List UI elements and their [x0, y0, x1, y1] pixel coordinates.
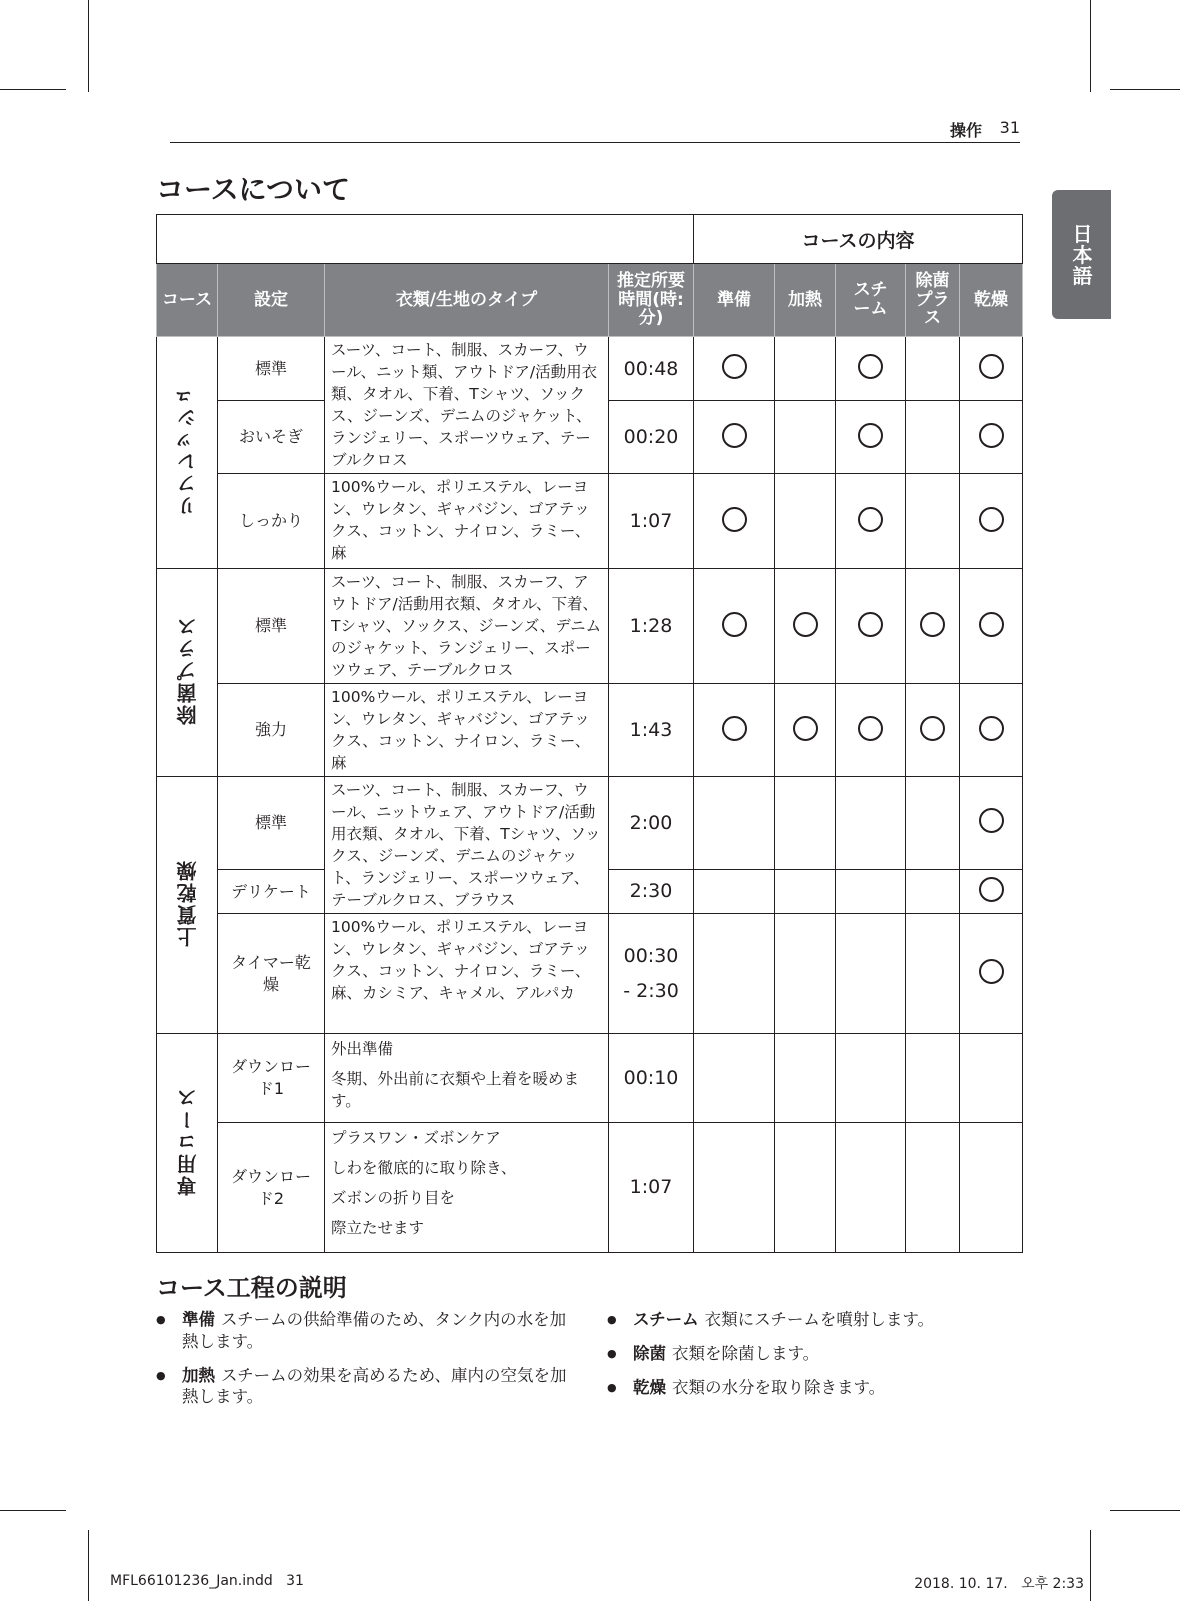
time-cell: 00:10 — [609, 1034, 694, 1123]
description-line: しわを徹底的に取り除き、 — [331, 1159, 517, 1177]
explanation-list-right — [607, 1309, 1027, 1410]
prep-cell — [694, 914, 775, 1034]
col-header-heat: 加熱 — [775, 264, 836, 337]
header-section: 操作 — [949, 121, 982, 140]
circle-mark — [979, 507, 1004, 532]
circle-mark — [979, 877, 1004, 902]
steam-cell — [836, 1034, 906, 1123]
circle-mark — [979, 716, 1004, 741]
description-line: 際立たせます — [331, 1219, 425, 1237]
table-row — [157, 684, 1023, 777]
term-description: スチームの供給準備のため、タンク内の水を加熱します。 — [182, 1310, 567, 1351]
circle-mark — [858, 423, 883, 448]
sanitize-cell — [906, 401, 960, 474]
heat-cell — [775, 401, 836, 474]
dry-cell — [960, 569, 1023, 684]
sanitize-cell — [906, 474, 960, 569]
steam-cell — [836, 337, 906, 401]
time-from: 00:30 — [623, 945, 679, 968]
circle-mark — [722, 716, 747, 741]
time-cell: 2:00 — [609, 777, 694, 870]
steam-cell — [836, 869, 906, 913]
setting-cell: デリケート — [218, 869, 325, 913]
steam-cell — [836, 914, 906, 1034]
heat-cell — [775, 1123, 836, 1253]
description-cell — [325, 1123, 609, 1253]
list-item — [156, 1365, 576, 1409]
setting-cell: 強力 — [218, 684, 325, 777]
circle-mark — [979, 354, 1004, 379]
heat-cell — [775, 869, 836, 913]
term-label: 加熱 — [182, 1365, 215, 1385]
circle-mark — [920, 612, 945, 637]
setting-cell: 標準 — [218, 569, 325, 684]
col-header-fabric: 衣類/生地のタイプ — [325, 264, 609, 337]
circle-mark — [722, 507, 747, 532]
time-to: - 2:30 — [623, 979, 679, 1002]
circle-mark — [920, 716, 945, 741]
time-cell — [609, 914, 694, 1034]
dry-cell — [960, 337, 1023, 401]
crop-mark — [88, 0, 89, 92]
table-row — [157, 1123, 1023, 1253]
course-name-refresh: リフレッシュ — [157, 337, 218, 569]
explanation-list-left — [156, 1309, 576, 1420]
table-row — [157, 474, 1023, 569]
language-tab-label: 日本語 — [1069, 223, 1093, 286]
course-name-sanitize-plus: 除菌プラス — [157, 569, 218, 777]
list-item — [607, 1343, 1027, 1365]
circle-mark — [979, 612, 1004, 637]
heat-cell — [775, 777, 836, 870]
circle-mark — [793, 612, 818, 637]
prep-cell — [694, 777, 775, 870]
fabric-cell: スーツ、コート、制服、スカーフ、ウール、ニットウェア、アウトドア/活動用衣類、タオル、下着、Tシャツ、ソックス、ジーンズ、デニムのジャケット、ランジェリー、スポーツウェア、テーブルクロス、ブラウス — [325, 777, 609, 914]
course-name-premium-dry: 上質乾燥 — [157, 777, 218, 1034]
explanation-title: コース工程の説明 — [156, 1274, 347, 1302]
col-header-steam: スチーム — [836, 264, 906, 337]
circle-mark — [979, 808, 1004, 833]
prep-cell — [694, 869, 775, 913]
col-header-prep: 準備 — [694, 264, 775, 337]
term-description: 衣類の水分を取り除きます。 — [672, 1377, 886, 1397]
sanitize-cell — [906, 1034, 960, 1123]
time-cell: 00:48 — [609, 337, 694, 401]
term-label: 乾燥 — [633, 1377, 666, 1397]
fabric-cell: スーツ、コート、制服、スカーフ、ウール、ニット類、アウトドア/活動用衣類、タオル、下着、Tシャツ、ソックス、ジーンズ、デニムのジャケット、ランジェリー、スポーツウェア、テーブルクロス — [325, 337, 609, 474]
sanitize-cell — [906, 1123, 960, 1253]
fabric-cell: スーツ、コート、制服、スカーフ、アウトドア/活動用衣類、タオル、下着、Tシャツ、ソックス、ジーンズ、デニムのジャケット、ランジェリー、スポーツウェア、テーブルクロス — [325, 569, 609, 684]
steam-cell — [836, 401, 906, 474]
crop-mark — [0, 89, 66, 90]
dry-cell — [960, 777, 1023, 870]
footer-file-name: MFL66101236_Jan.indd 31 — [110, 1573, 304, 1589]
page-title: コースについて — [156, 173, 351, 206]
dry-cell — [960, 1123, 1023, 1253]
prep-cell — [694, 337, 775, 401]
crop-mark — [1090, 0, 1091, 92]
heat-cell — [775, 569, 836, 684]
description-line: プラスワン・ズボンケア — [331, 1129, 501, 1147]
setting-cell: タイマー乾燥 — [218, 914, 325, 1034]
circle-mark — [722, 423, 747, 448]
circle-mark — [722, 612, 747, 637]
list-item — [607, 1309, 1027, 1331]
course-table — [156, 214, 1023, 1253]
prep-cell — [694, 1123, 775, 1253]
time-cell: 2:30 — [609, 869, 694, 913]
setting-cell: おいそぎ — [218, 401, 325, 474]
description-line: ズボンの折り目を — [331, 1189, 456, 1207]
dry-cell — [960, 1034, 1023, 1123]
circle-mark — [858, 612, 883, 637]
sanitize-cell — [906, 684, 960, 777]
language-tab — [1052, 190, 1111, 319]
circle-mark — [858, 507, 883, 532]
term-description: 衣類にスチームを噴射します。 — [704, 1310, 935, 1329]
steam-cell — [836, 1123, 906, 1253]
heat-cell — [775, 474, 836, 569]
heat-cell — [775, 914, 836, 1034]
dry-cell — [960, 684, 1023, 777]
term-label: スチーム — [633, 1310, 699, 1329]
table-blank-header — [157, 215, 694, 264]
description-line: 外出準備 — [331, 1040, 394, 1058]
dry-cell — [960, 914, 1023, 1034]
circle-mark — [722, 354, 747, 379]
dry-cell — [960, 474, 1023, 569]
steam-cell — [836, 569, 906, 684]
list-item — [156, 1309, 576, 1353]
setting-cell: 標準 — [218, 777, 325, 870]
group-header: コースの内容 — [694, 215, 1023, 264]
col-header-dry: 乾燥 — [960, 264, 1023, 337]
table-row — [157, 569, 1023, 684]
fabric-cell: 100%ウール、ポリエステル、レーヨン、ウレタン、ギャバジン、ゴアテックス、コットン、ナイロン、ラミー、麻、カシミア、キャメル、アルパカ — [325, 914, 609, 1034]
col-header-setting: 設定 — [218, 264, 325, 337]
setting-cell: しっかり — [218, 474, 325, 569]
setting-cell: ダウンロード1 — [218, 1034, 325, 1123]
fabric-cell: 100%ウール、ポリエステル、レーヨン、ウレタン、ギャバジン、ゴアテックス、コットン、ナイロン、ラミー、麻 — [325, 684, 609, 777]
term-description: スチームの効果を高めるため、庫内の空気を加熱します。 — [182, 1365, 567, 1407]
setting-cell: ダウンロード2 — [218, 1123, 325, 1253]
footer-date: 2018. 10. 17. 오후 2:33 — [914, 1576, 1084, 1592]
circle-mark — [979, 959, 1004, 984]
time-cell: 1:43 — [609, 684, 694, 777]
prep-cell — [694, 401, 775, 474]
heat-cell — [775, 684, 836, 777]
heat-cell — [775, 1034, 836, 1123]
heat-cell — [775, 337, 836, 401]
col-header-course: コース — [157, 264, 218, 337]
running-header — [170, 116, 1020, 143]
prep-cell — [694, 474, 775, 569]
crop-mark — [1110, 1510, 1180, 1511]
setting-cell: 標準 — [218, 337, 325, 401]
dry-cell — [960, 401, 1023, 474]
course-name-special: 専用コース — [157, 1034, 218, 1253]
term-label: 除菌 — [633, 1343, 666, 1363]
sanitize-cell — [906, 914, 960, 1034]
dry-cell — [960, 869, 1023, 913]
steam-cell — [836, 684, 906, 777]
term-description: 衣類を除菌します。 — [672, 1343, 820, 1363]
description-cell — [325, 1034, 609, 1123]
table-row — [157, 777, 1023, 870]
table-row — [157, 1034, 1023, 1123]
prep-cell — [694, 569, 775, 684]
sanitize-cell — [906, 869, 960, 913]
crop-mark — [88, 1530, 89, 1601]
steam-cell — [836, 777, 906, 870]
time-cell: 1:28 — [609, 569, 694, 684]
list-item — [607, 1377, 1027, 1399]
prep-cell — [694, 1034, 775, 1123]
crop-mark — [0, 1510, 66, 1511]
table-row — [157, 337, 1023, 401]
steam-cell — [836, 474, 906, 569]
circle-mark — [793, 716, 818, 741]
circle-mark — [858, 354, 883, 379]
time-cell: 1:07 — [609, 1123, 694, 1253]
description-line: 冬期、外出前に衣類や上着を暖めます。 — [331, 1070, 580, 1110]
fabric-cell: 100%ウール、ポリエステル、レーヨン、ウレタン、ギャバジン、ゴアテックス、コットン、ナイロン、ラミー、麻 — [325, 474, 609, 569]
circle-mark — [979, 423, 1004, 448]
time-cell: 00:20 — [609, 401, 694, 474]
sanitize-cell — [906, 337, 960, 401]
term-label: 準備 — [182, 1310, 215, 1329]
crop-mark — [1110, 89, 1180, 90]
sanitize-cell — [906, 569, 960, 684]
circle-mark — [858, 716, 883, 741]
col-header-time: 推定所要時間(時:分) — [609, 264, 694, 337]
col-header-sanitize: 除菌プラス — [906, 264, 960, 337]
time-cell: 1:07 — [609, 474, 694, 569]
prep-cell — [694, 684, 775, 777]
sanitize-cell — [906, 777, 960, 870]
crop-mark — [1090, 1530, 1091, 1601]
table-row — [157, 914, 1023, 1034]
header-page-number: 31 — [999, 118, 1020, 137]
